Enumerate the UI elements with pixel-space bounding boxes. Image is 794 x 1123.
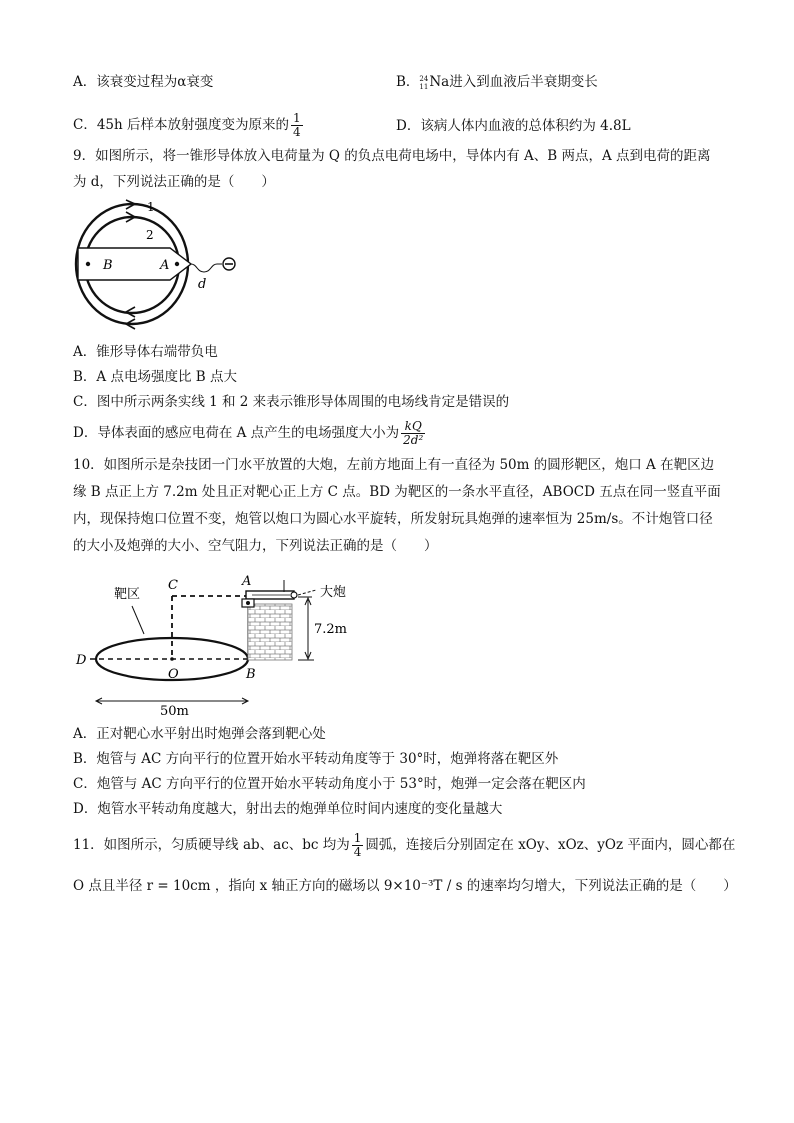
label-b: B [246,667,256,682]
q11-stem-line-1: 11．如图所示，匀质硬导线 ab、ac、bc 均为 $\frac{1}{4}$ 圆弧，连接后分别固定在 xOy、xOz、yOz 平面内，圆心都在 [73,831,736,859]
label-1: 1 [147,200,155,214]
q9-option-b: B．A 点电场强度比 B 点大 [73,369,237,385]
point-b [86,262,90,266]
label-target-area: 靶区 [114,587,141,602]
label-b: B [103,258,113,273]
label-c: C [168,578,178,593]
label-2: 2 [146,228,154,242]
q10-option-a: A．正对靶心水平射出时炮弹会落到靶心处 [73,726,326,742]
cone-conductor [78,248,191,280]
label-diameter: 50m [160,704,189,719]
distance-bracket [191,264,217,272]
isotope-notation: 24 11 [419,74,429,91]
fraction: $\frac{1}{4}$ [293,111,301,139]
q8-option-c: C．45h 后样本放射强度变为原来的 $\frac{1}{4}$ [73,111,301,139]
label-a: A [160,258,170,273]
q8-option-d: D．该病人体内血液的总体积约为 4.8L [396,118,631,134]
q9-option-a: A．锥形导体右端带负电 [73,344,218,360]
fraction: $\frac{1}{4}$ [353,831,362,859]
q10-option-c: C．炮管与 AC 方向平行的位置开始水平转动角度小于 53°时，炮弹一定会落在靶区内 [73,776,586,792]
label-d: D [76,653,87,668]
q10-stem-line-4: 的大小及炮弹的大小、空气阻力，下列说法正确的是（ ） [73,538,438,554]
brick-wall [248,604,292,660]
cannon-leader [298,590,316,595]
q11-stem-line-2: O 点且半径 r = 10cm ，指向 x 轴正方向的磁场以 9×10⁻³T / s 的速率均匀增大，下列说法正确的是（ ） [73,878,737,894]
label-a: A [242,574,252,589]
q8-option-a: A．该衰变过程为α衰变 [73,74,214,90]
q10-stem-line-1: 10．如图所示是杂技团一门水平放置的大炮，左前方地面上有一直径为 50m 的圆形靶区，炮口 A 在靶区边 [73,457,715,473]
label-cannon: 大炮 [320,585,347,600]
q10-figure [70,570,370,720]
q10-stem-line-3: 内，现保持炮口位置不变，炮管以炮口为圆心水平旋转，所发射玩具炮弹的速率恒为 25m/s。不计炮管口径 [73,511,713,527]
q8-option-b: B． 24 11 Na进入到血液后半衰期变长 [396,74,598,91]
label-height: 7.2m [314,622,348,637]
q10-stem-line-2: 缘 B 点正上方 7.2m 处且正对靶心正上方 C 点。BD 为靶区的一条水平直径，ABOCD 五点在同一竖直平面 [73,484,721,500]
label-d: d [198,277,207,292]
q9-stem-line-2: 为 d，下列说法正确的是（ ） [73,174,275,190]
q9-figure [70,196,250,336]
point-a [175,262,179,266]
q9-stem-line-1: 9．如图所示，将一锥形导体放入电荷量为 Q 的负点电荷电场中，导体内有 A、B 两点，A 点到电荷的距离 [73,148,711,164]
fraction: $\frac{kQ}{\text{2d²}}$ [403,419,424,447]
q9-option-c: C．图中所示两条实线 1 和 2 来表示锥形导体周围的电场线肯定是错误的 [73,394,510,410]
label-o: O [168,667,179,682]
q10-option-b: B．炮管与 AC 方向平行的位置开始水平转动角度等于 30°时，炮弹将落在靶区外 [73,751,559,767]
q9-option-d: D．导体表面的感应电荷在 A 点产生的电场强度大小为 $\frac{kQ}{\text{2d²}}$ [73,419,424,447]
target-leader [132,606,144,634]
q10-option-d: D．炮管水平转动角度越大，射出去的炮弹单位时间内速度的变化量越大 [73,801,503,817]
